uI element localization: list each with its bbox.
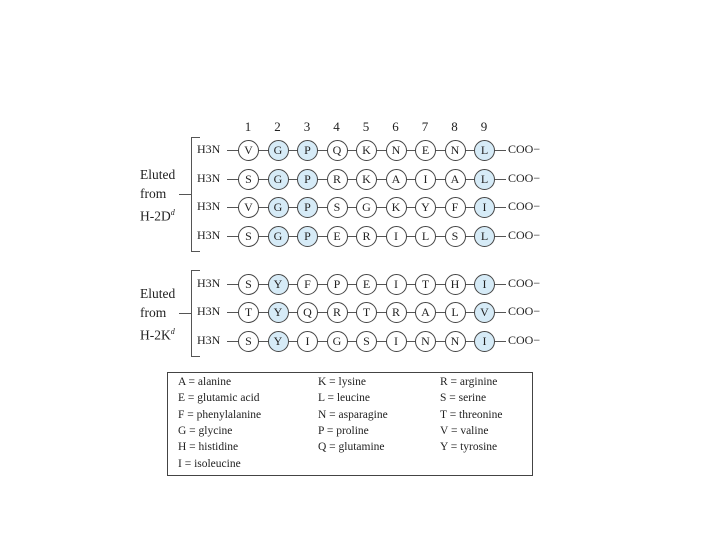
group-label-line: Eluted bbox=[140, 285, 176, 301]
residue: Y bbox=[415, 197, 436, 218]
residue: T bbox=[238, 302, 259, 323]
residue: S bbox=[356, 331, 377, 352]
residue: E bbox=[327, 226, 348, 247]
legend-entry: I = isoleucine bbox=[178, 457, 241, 470]
legend-entry: V = valine bbox=[440, 424, 489, 437]
residue: G bbox=[356, 197, 377, 218]
residue: R bbox=[327, 302, 348, 323]
residue: V bbox=[238, 140, 259, 161]
residue: Q bbox=[297, 302, 318, 323]
residue: S bbox=[238, 331, 259, 352]
legend-entry: A = alanine bbox=[178, 376, 232, 388]
legend-entry: K = lysine bbox=[318, 376, 367, 388]
residue: R bbox=[327, 169, 348, 190]
residue: V bbox=[238, 197, 259, 218]
residue: Q bbox=[327, 140, 348, 161]
group-label-line: $H-2K^d$ bbox=[140, 326, 175, 342]
n-terminus: H3N bbox=[197, 304, 227, 319]
residue: I bbox=[297, 331, 318, 352]
legend-entry: G = glycine bbox=[178, 424, 233, 437]
group-label-line: from bbox=[140, 304, 167, 320]
residue: P bbox=[327, 274, 348, 295]
group-label-superscript: d bbox=[170, 207, 175, 217]
residue: S bbox=[238, 169, 259, 190]
c-terminus: COO− bbox=[508, 304, 541, 318]
n-terminus: H3N bbox=[197, 142, 227, 157]
group-label bbox=[140, 284, 175, 345]
residue: K bbox=[356, 169, 377, 190]
c-terminus: COO− bbox=[508, 228, 541, 242]
anchor-residue: P bbox=[297, 140, 318, 161]
legend-entry: E = glutamic acid bbox=[178, 392, 260, 405]
anchor-residue: L bbox=[474, 169, 495, 190]
legend-entry: L = leucine bbox=[318, 392, 371, 405]
residue: S bbox=[445, 226, 466, 247]
anchor-residue: G bbox=[268, 140, 289, 161]
c-terminus: COO− bbox=[508, 276, 541, 290]
amino-acid-legend bbox=[167, 372, 533, 476]
c-terminus: COO− bbox=[508, 333, 541, 347]
residue: S bbox=[238, 226, 259, 247]
residue: A bbox=[415, 302, 436, 323]
residue: N bbox=[445, 140, 466, 161]
anchor-residue: P bbox=[297, 226, 318, 247]
residue: L bbox=[415, 226, 436, 247]
position-number: 2 bbox=[274, 119, 281, 134]
residue: N bbox=[386, 140, 407, 161]
residue: R bbox=[386, 302, 407, 323]
residue: F bbox=[297, 274, 318, 295]
anchor-residue: L bbox=[474, 226, 495, 247]
residue: K bbox=[386, 197, 407, 218]
anchor-residue: Y bbox=[268, 331, 289, 352]
bracket-tick bbox=[179, 194, 191, 195]
anchor-residue: G bbox=[268, 169, 289, 190]
residue: I bbox=[386, 274, 407, 295]
residue: S bbox=[327, 197, 348, 218]
anchor-residue: I bbox=[474, 331, 495, 352]
anchor-residue: G bbox=[268, 197, 289, 218]
residue: I bbox=[386, 226, 407, 247]
n-terminus: H3N bbox=[197, 228, 227, 243]
anchor-residue: Y bbox=[268, 274, 289, 295]
legend-entry: N = asparagine bbox=[318, 408, 388, 421]
group-label-line: $H-2D^d$ bbox=[140, 207, 175, 223]
legend-entry: Y = tyrosine bbox=[440, 441, 498, 454]
position-number: 5 bbox=[362, 119, 370, 134]
residue: R bbox=[356, 226, 377, 247]
position-number: 1 bbox=[244, 119, 252, 134]
residue: F bbox=[445, 197, 466, 218]
anchor-residue: I bbox=[474, 197, 495, 218]
c-terminus: COO− bbox=[508, 142, 541, 156]
n-terminus: H3N bbox=[197, 333, 227, 348]
legend-entry: Q = glutamine bbox=[318, 441, 385, 454]
residue: A bbox=[386, 169, 407, 190]
anchor-residue: L bbox=[474, 140, 495, 161]
anchor-residue: I bbox=[474, 274, 495, 295]
residue: T bbox=[415, 274, 436, 295]
group-label-line: from bbox=[140, 185, 167, 201]
residue: A bbox=[445, 169, 466, 190]
legend-entry: S = serine bbox=[440, 392, 487, 405]
anchor-residue: P bbox=[297, 197, 318, 218]
residue: T bbox=[356, 302, 377, 323]
c-terminus: COO− bbox=[508, 199, 541, 213]
bracket-tick bbox=[179, 313, 191, 314]
legend-entry: P = proline bbox=[318, 424, 369, 437]
n-terminus: H3N bbox=[197, 171, 227, 186]
residue: E bbox=[356, 274, 377, 295]
position-number: 7 bbox=[421, 119, 429, 134]
residue: N bbox=[415, 331, 436, 352]
anchor-residue: Y bbox=[268, 302, 289, 323]
residue: I bbox=[386, 331, 407, 352]
legend-entry: R = arginine bbox=[440, 376, 498, 388]
position-number: 4 bbox=[333, 119, 340, 134]
residue: E bbox=[415, 140, 436, 161]
position-number: 6 bbox=[392, 119, 399, 134]
position-number: 3 bbox=[303, 119, 311, 134]
residue: L bbox=[445, 302, 466, 323]
group-label-line: Eluted bbox=[140, 166, 176, 182]
residue: N bbox=[445, 331, 466, 352]
group-label bbox=[140, 165, 175, 226]
residue: I bbox=[415, 169, 436, 190]
residue: H bbox=[445, 274, 466, 295]
legend-entry: F = phenylalanine bbox=[178, 408, 262, 421]
residue: S bbox=[238, 274, 259, 295]
group-label-superscript: d bbox=[170, 326, 175, 336]
residue: G bbox=[327, 331, 348, 352]
anchor-residue: G bbox=[268, 226, 289, 247]
position-number: 8 bbox=[451, 119, 458, 134]
residue: K bbox=[356, 140, 377, 161]
n-terminus: H3N bbox=[197, 276, 227, 291]
legend-entry: T = threonine bbox=[440, 408, 503, 421]
c-terminus: COO− bbox=[508, 171, 541, 185]
anchor-residue: P bbox=[297, 169, 318, 190]
position-number: 9 bbox=[480, 119, 488, 134]
legend-entry: H = histidine bbox=[178, 441, 239, 454]
anchor-residue: V bbox=[474, 302, 495, 323]
n-terminus: H3N bbox=[197, 199, 227, 214]
